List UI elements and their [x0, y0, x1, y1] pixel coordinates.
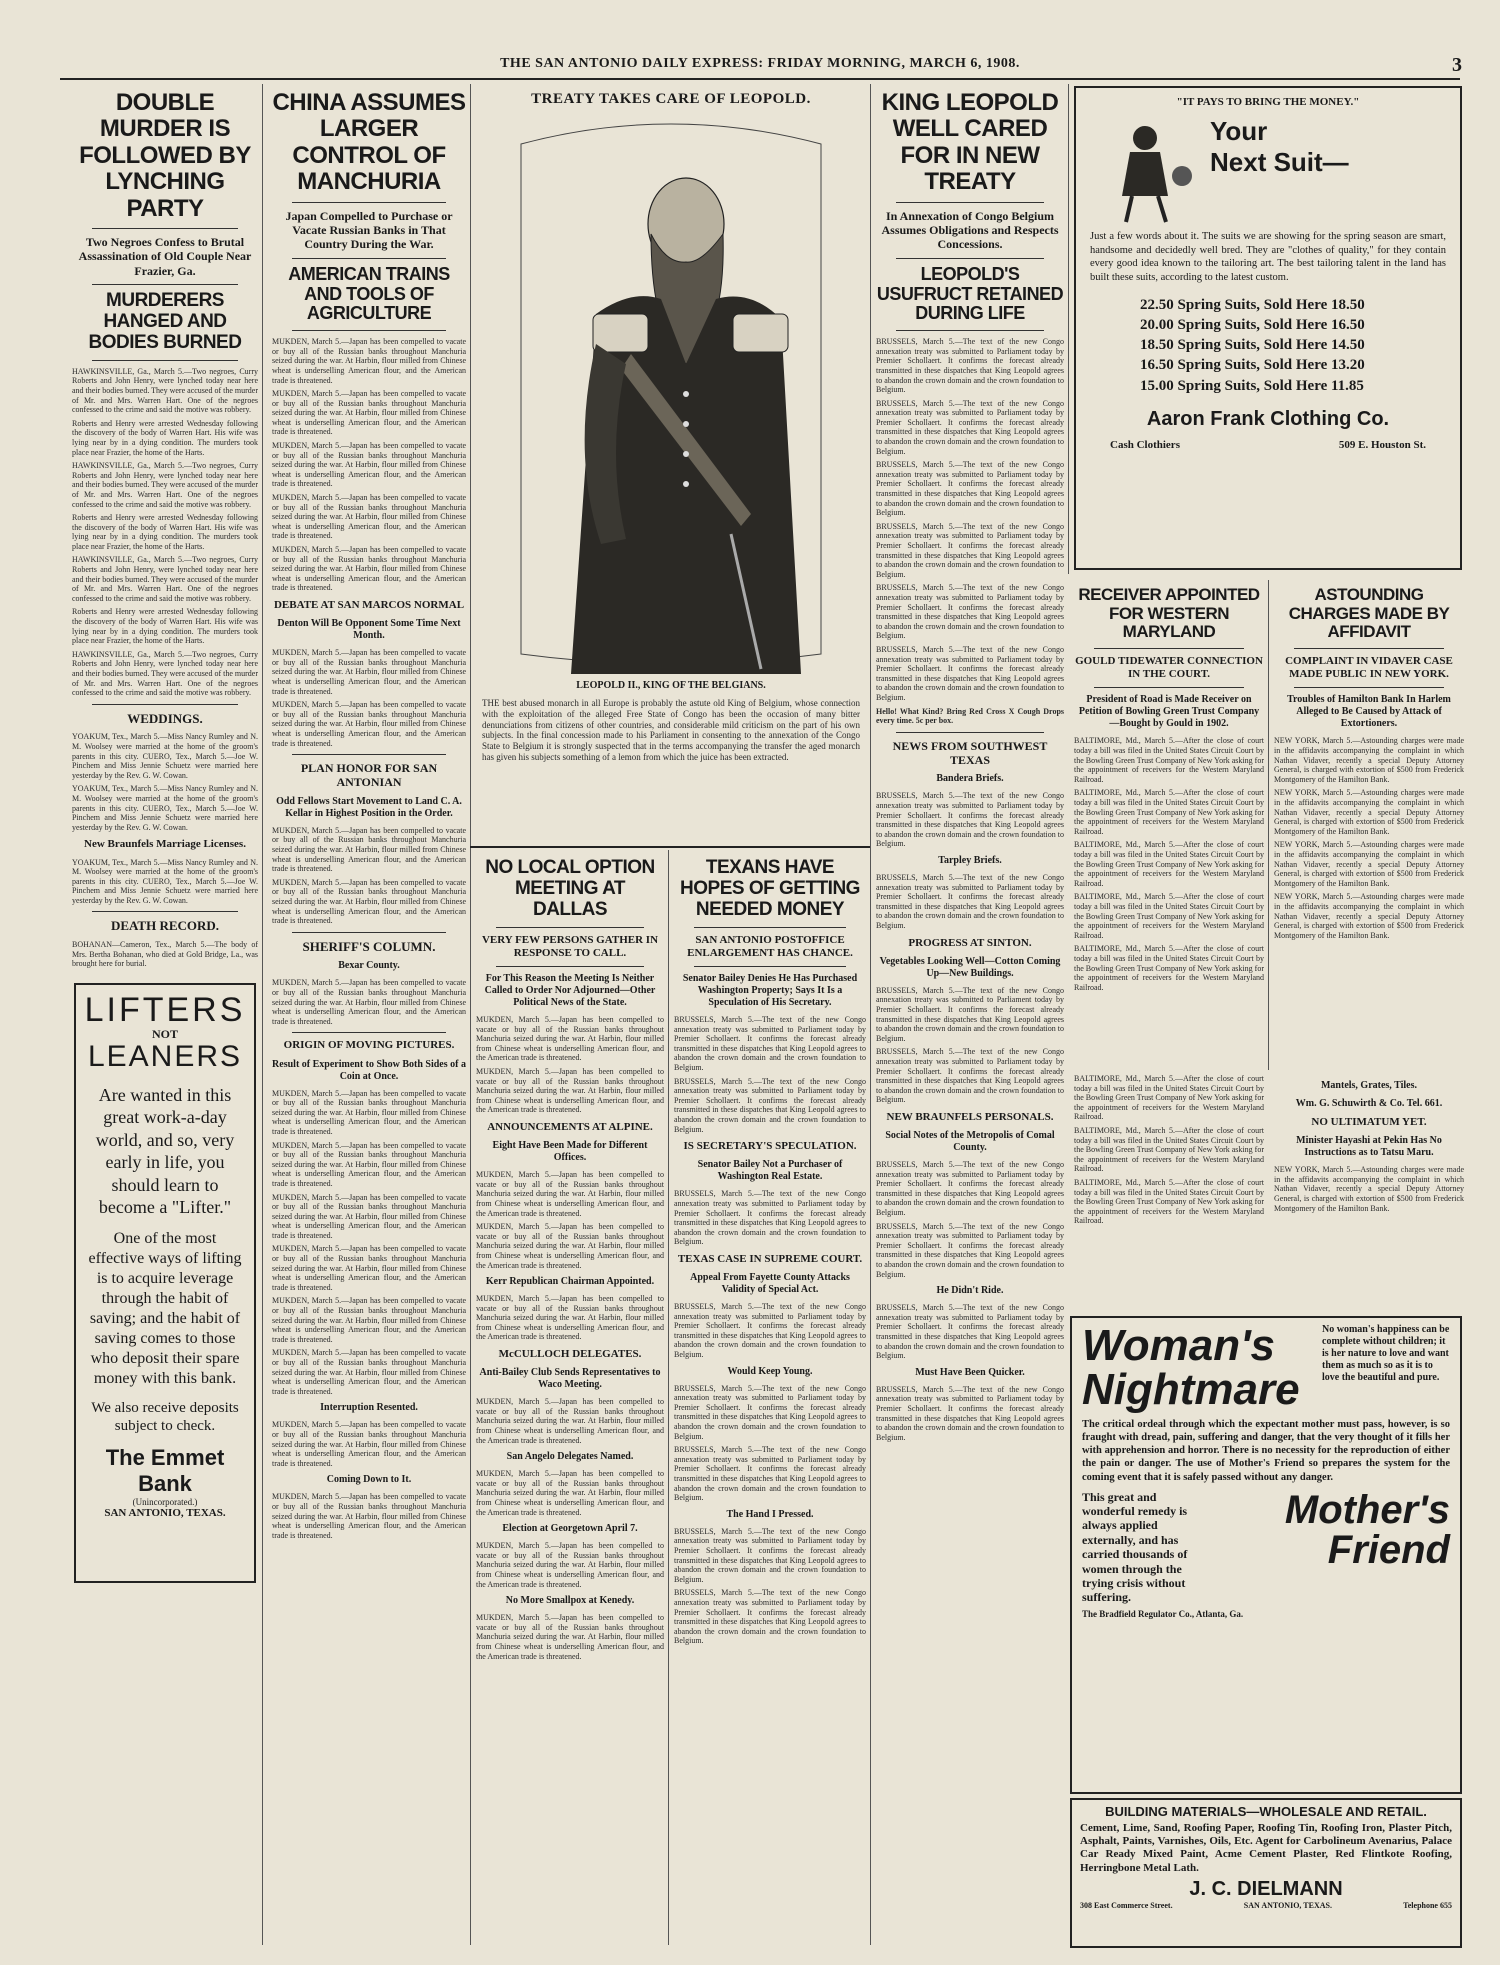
masthead: THE SAN ANTONIO DAILY EXPRESS: FRIDAY MORNING, MARCH 6, 1908. [500, 56, 1020, 71]
article-paragraph: MUKDEN, March 5.—Japan has been compelled to vacate or buy all of the Russian banks throughout Manchuria seized during the war. At Harbin, flour milled from Chinese wheat is underselling American flour, and the American trade is threatened. [272, 545, 466, 593]
ad-company: The Bradfield Regulator Co., Atlanta, Ga. [1082, 1608, 1244, 1619]
ad-store-name: Aaron Frank Clothing Co. [1146, 407, 1390, 430]
hello-notice: Hello! What Kind? Bring Red Cross X Cough Drops every time. 5c per box. [876, 706, 1064, 726]
article-paragraph: HAWKINSVILLE, Ga., March 5.—Two negroes, Curry Roberts and John Henry, were lynched today near here and their bodies burned. They were accused of the murder of Mr. and Mrs. Warren Hart. One of the negroes confessed to the crime and said the motive was robbery. [72, 366, 258, 415]
article-paragraph: BRUSSELS, March 5.—The text of the new Congo annexation treaty was submitted to Parliament today by Premier Schollaert. It confirms the forecast already transmitted in these dispatches that King Leopold agrees to abandon the crown domain and the crown foundation to Belgium. [876, 1221, 1064, 1279]
subhead-comal: Social Notes of the Metropolis of Comal County. [885, 1130, 1055, 1154]
article-paragraph: Roberts and Henry were arrested Wednesday following the discovery of the body of Warren Hart. His wife was lying near by in a dying condition. The murders took place near Frazier, the home of the Harts. [72, 607, 258, 646]
headline-treaty: TREATY TAKES CARE OF LEOPOLD. [531, 91, 811, 107]
column-rule [470, 84, 471, 1945]
article-paragraph: MUKDEN, March 5.—Japan has been compelled to vacate or buy all of the Russian banks throughout Manchuria seized during the war. At Harbin, flour milled from Chinese wheat is underselling American flour, and the American trade is threatened. [272, 1420, 466, 1468]
ad-title-your: Your [1210, 116, 1268, 146]
price-list [1090, 295, 1446, 396]
ad-mothers: Mother's [1284, 1487, 1450, 1532]
ad-title-suit: Next Suit— [1210, 147, 1349, 177]
article-paragraph: MUKDEN, March 5.—Japan has been compelled to vacate or buy all of the Russian banks throughout Manchuria seized during the war. At Harbin, flour milled from Chinese wheat is underselling American flour, and the American trade is threatened. [272, 389, 466, 437]
ad-building-heading: BUILDING MATERIALS—WHOLESALE AND RETAIL. [1105, 1804, 1427, 1819]
article-paragraph: NEW YORK, March 5.—Astounding charges were made in the affidavits accompanying the complaint in which Nathan Vidaver, recently a special Deputy Attorney General, is charged with extortion of $500 from Frederick Montgomery of the Hamilton Bank. [1274, 892, 1464, 940]
article-paragraph: MUKDEN, March 5.—Japan has been compelled to vacate or buy all of the Russian banks throughout Manchuria seized during the war. At Harbin, flour milled from Chinese wheat is underselling American flour, and the American trade is threatened. [476, 1170, 664, 1218]
article-paragraph: BRUSSELS, March 5.—The text of the new Congo annexation treaty was submitted to Parliament today by Premier Schollaert. It confirms the forecast already transmitted in these dispatches that King Leopold agrees to abandon the crown domain and the crown foundation to Belgium. [876, 521, 1064, 579]
ad-text: Are wanted in this great work-a-day world, and so, very early in life, you should learn to become a "Lifter." [95, 1084, 235, 1218]
portrait-illustration [501, 114, 841, 674]
subhead-mcculloch: Anti-Bailey Club Sends Representatives to Waco Meeting. [479, 1367, 661, 1391]
column-5 [674, 852, 866, 1942]
column-rule [870, 84, 871, 1945]
column-6 [876, 84, 1064, 1954]
emmet-bank-ad [74, 983, 256, 1583]
article-paragraph: MUKDEN, March 5.—Japan has been compelled to vacate or buy all of the Russian banks throughout Manchuria seized during the war. At Harbin, flour milled from Chinese wheat is underselling American flour, and the American trade is threatened. [476, 1067, 664, 1115]
article-paragraph: BRUSSELS, March 5.—The text of the new Congo annexation treaty was submitted to Parliament today by Premier Schollaert. It confirms the forecast already transmitted in these dispatches that King Leopold agrees to abandon the crown domain and the crown foundation to Belgium. [674, 1189, 866, 1247]
subhead-speculation: Senator Bailey Not a Purchaser of Washington Real Estate. [697, 1159, 843, 1183]
heading-moving-pictures: ORIGIN OF MOVING PICTURES. [283, 1039, 455, 1052]
ad-side-text: No woman's happiness can be complete without children; it is her nature to love and want them as much so as it is to love the beautiful and pure. [1322, 1324, 1450, 1383]
column-rule [262, 84, 263, 1945]
heading-coming-down: Coming Down to It. [326, 1474, 412, 1486]
article-paragraph: MUKDEN, March 5.—Japan has been compelled to vacate or buy all of the Russian banks throughout Manchuria seized during the war. At Harbin, flour milled from Chinese wheat is underselling American flour, and the American trade is threatened. [272, 441, 466, 489]
subhead-fayette: Appeal From Fayette County Attacks Validity of Special Act. [690, 1272, 850, 1296]
subhead-negroes-confess: Two Negroes Confess to Brutal Assassination of Old Couple Near Frazier, Ga. [78, 234, 252, 278]
column-rule [1068, 84, 1069, 574]
price-line: 20.00 Spring Suits, Sold Here 16.50 [1140, 316, 1365, 333]
article-paragraph: HAWKINSVILLE, Ga., March 5.—Two negroes, Curry Roberts and John Henry, were lynched today near here and their bodies burned. They were accused of the murder of Mr. and Mrs. Warren Hart. One of the negroes confessed to the crime and said the motive was robbery. [72, 555, 258, 603]
ad-cash-clothiers: Cash Clothiers [1110, 438, 1180, 451]
article-paragraph: BALTIMORE, Md., March 5.—After the close of court today a bill was filed in the United States Circuit Court by the Bowling Green Trust Company of New York asking for the appointment of receivers for the Western Maryland Railroad. [1074, 1177, 1264, 1226]
headline-texans-hopes: TEXANS HAVE HOPES OF GETTING NEEDED MONEY [680, 857, 860, 920]
heading-speculation: IS SECRETARY'S SPECULATION. [683, 1140, 857, 1153]
heading-quicker: Must Have Been Quicker. [915, 1366, 1025, 1378]
article-paragraph: HAWKINSVILLE, Ga., March 5.—Two negroes, Curry Roberts and John Henry, were lynched today near here and their bodies burned. They were accused of the murder of Mr. and Mrs. Warren Hart. One of the negroes confessed to the crime and said the motive was robbery. [72, 649, 258, 698]
ad-text: One of the most effective ways of lifting is to acquire leverage through the habit of saving; and the habit of saving comes to those who deposit their spare money with this bank. [88, 1229, 242, 1387]
heading-san-angelo: San Angelo Delegates Named. [506, 1451, 634, 1463]
ad-address: 509 E. Houston St. [1338, 438, 1426, 451]
article-paragraph: MUKDEN, March 5.—Japan has been compelled to vacate or buy all of the Russian banks throughout Manchuria seized during the war. At Harbin, flour milled from Chinese wheat is underselling American flour, and the American trade is threatened. [476, 1294, 664, 1342]
subhead-debate: Denton Will Be Opponent Some Time Next Month. [277, 618, 461, 642]
headline-american-trains: AMERICAN TRAINS AND TOOLS OF AGRICULTURE [288, 263, 450, 324]
article-paragraph: BRUSSELS, March 5.—The text of the new Congo annexation treaty was submitted to Parliament today by Premier Schollaert. It confirms the forecast already transmitted in these dispatches that King Leopold agrees to abandon the crown domain and the crown foundation to Belgium. [674, 1383, 866, 1441]
subhead-alpine: Eight Have Been Made for Different Offices. [492, 1140, 648, 1164]
article-paragraph: BRUSSELS, March 5.—The text of the new Congo annexation treaty was submitted to Parliament today by Premier Schollaert. It confirms the forecast already transmitted in these dispatches that King Leopold agrees to abandon the crown domain and the crown foundation to Belgium. [674, 1526, 866, 1584]
article-paragraph: MUKDEN, March 5.—Japan has been compelled to vacate or buy all of the Russian banks throughout Manchuria seized during the war. At Harbin, flour milled from Chinese wheat is underselling American flour, and the American trade is threatened. [476, 1541, 664, 1589]
article-paragraph: MUKDEN, March 5.—Japan has been compelled to vacate or buy all of the Russian banks throughout Manchuria seized during the war. At Harbin, flour milled from Chinese wheat is underselling American flour, and the American trade is threatened. [476, 1015, 664, 1063]
heading-interruption: Interruption Resented. [320, 1402, 418, 1414]
article-paragraph: MUKDEN, March 5.—Japan has been compelled to vacate or buy all of the Russian banks throughout Manchuria seized during the war. At Harbin, flour milled from Chinese wheat is underselling American flour, and the American trade is threatened. [272, 1140, 466, 1188]
subhead-few-persons: VERY FEW PERSONS GATHER IN RESPONSE TO CALL. [481, 933, 659, 959]
ad-description: Just a few words about it. The suits we are showing for the spring season are smart, handsome and decidedly well bred. They are "clothes of quality," for they contain every good idea known to the tailoring art. The best tailoring talent in the land has built these suits, according to the latest custom. [1090, 231, 1446, 283]
heading-plan-honor: PLAN HONOR FOR SAN ANTONIAN [300, 761, 438, 790]
headline-astounding: ASTOUNDING CHARGES MADE BY AFFIDAVIT [1288, 585, 1450, 642]
article-paragraph: MUKDEN, March 5.—Japan has been compelled to vacate or buy all of the Russian banks throughout Manchuria seized during the war. At Harbin, flour milled from Chinese wheat is underselling American flour, and the American trade is threatened. [272, 1088, 466, 1136]
subhead-bailey: Senator Bailey Denies He Has Purchased Washington Property; Says It Is a Speculation of His Secretary. [682, 973, 858, 1009]
article-paragraph: MUKDEN, March 5.—Japan has been compelled to vacate or buy all of the Russian banks throughout Manchuria seized during the war. At Harbin, flour milled from Chinese wheat is underselling American flour, and the American trade is threatened. [272, 1296, 466, 1344]
portrait-caption: LEOPOLD II., KING OF THE BELGIANS. [576, 680, 766, 691]
ad-slogan: "IT PAYS TO BRING THE MONEY." [1176, 96, 1360, 108]
article-paragraph: Roberts and Henry were arrested Wednesday following the discovery of the body of Warren Hart. His wife was lying near by in a dying condition. The murders took place near Frazier, the home of the Harts. [72, 513, 258, 551]
heading-didnt-ride: He Didn't Ride. [936, 1285, 1004, 1297]
heading-tarpley: Tarpley Briefs. [938, 855, 1002, 867]
article-paragraph: HAWKINSVILLE, Ga., March 5.—Two negroes, Curry Roberts and John Henry, were lynched today near here and their bodies burned. They were accused of the murder of Mr. and Mrs. Warren Hart. One of the negroes confessed to the crime and said the motive was robbery. [72, 461, 258, 509]
ad-city: SAN ANTONIO, TEXAS. [104, 1506, 226, 1519]
article-paragraph: MUKDEN, March 5.—Japan has been compelled to vacate or buy all of the Russian banks throughout Manchuria seized during the war. At Harbin, flour milled from Chinese wheat is underselling American flour, and the American trade is threatened. [272, 877, 466, 926]
article-paragraph: MUKDEN, March 5.—Japan has been compelled to vacate or buy all of the Russian banks throughout Manchuria seized during the war. At Harbin, flour milled from Chinese wheat is underselling American flour, and the American trade is threatened. [272, 1244, 466, 1292]
article-paragraph: BRUSSELS, March 5.—The text of the new Congo annexation treaty was submitted to Parliament today by Premier Schollaert. It confirms the forecast already transmitted in these dispatches that King Leopold agrees to abandon the crown domain and the crown foundation to Belgium. [674, 1015, 866, 1073]
figure-illustration [1090, 116, 1200, 226]
article-paragraph: YOAKUM, Tex., March 5.—Miss Nancy Rumley and N. M. Woolsey were married at the home of the groom's parents in this city. CUERO, Tex., March 5.—Joe W. Pinchem and Miss Jennie Schuetz were married here yesterday by the Rev. G. W. Cowan. [72, 784, 258, 832]
article-paragraph: BRUSSELS, March 5.—The text of the new Congo annexation treaty was submitted to Parliament today by Premier Schollaert. It confirms the forecast already transmitted in these dispatches that King Leopold agrees to abandon the crown domain and the crown foundation to Belgium. [876, 337, 1064, 395]
heading-georgetown: Election at Georgetown April 7. [502, 1523, 638, 1535]
heading-mcculloch: McCULLOCH DELEGATES. [498, 1348, 642, 1361]
ad-bank-name: The Emmet Bank [105, 1444, 225, 1496]
heading-mantels: Mantels, Grates, Tiles. [1320, 1080, 1417, 1091]
ad-lifters: LIFTERS [84, 990, 246, 1029]
ad-body: The critical ordeal through which the expectant mother must pass, however, is so fraught with dread, pain, suffering and danger, that the very thought of it fills her with apprehension and horror. There is no necessity for the reproduction of either the pain or danger. The use of Mother's Friend so prepares the system for the coming event that it is safely passed without any danger. [1082, 1419, 1450, 1483]
article-paragraph: MUKDEN, March 5.—Japan has been compelled to vacate or buy all of the Russian banks throughout Manchuria seized during the war. At Harbin, flour milled from Chinese wheat is underselling American flour, and the American trade is threatened. [272, 648, 466, 696]
subhead-odd-fellows: Odd Fellows Start Movement to Land C. A. Kellar in Highest Position in the Order. [276, 795, 462, 819]
ad-friend: Friend [1327, 1527, 1450, 1572]
article-paragraph: MUKDEN, March 5.—Japan has been compelled to vacate or buy all of the Russian banks throughout Manchuria seized during the war. At Harbin, flour milled from Chinese wheat is underselling American flour, and the American trade is threatened. [476, 1222, 664, 1270]
column-rule [1268, 580, 1269, 1070]
article-paragraph: MUKDEN, March 5.—Japan has been compelled to vacate or buy all of the Russian banks throughout Manchuria seized during the war. At Harbin, flour milled from Chinese wheat is underselling American flour, and the American trade is threatened. [272, 493, 466, 541]
mothers-friend-ad [1070, 1316, 1462, 1794]
page-number: 3 [1452, 54, 1462, 76]
ad-building-text: Cement, Lime, Sand, Roofing Paper, Roofing Tin, Roofing Iron, Plaster Pitch, Asphalt, Paints, Varnishes, Oils, Etc. Agent for Carbolineum Avenarius, Palace Car Ready Mixed Paint, Acme Cement Plaster, Red Flintkote Roofing, Herringbone Metal Lath. [1080, 1822, 1452, 1874]
article-paragraph: BRUSSELS, March 5.—The text of the new Congo annexation treaty was submitted to Parliament today by Premier Schollaert. It confirms the forecast already transmitted in these dispatches that King Leopold agrees to abandon the crown domain and the crown foundation to Belgium. [876, 985, 1064, 1043]
article-paragraph: BALTIMORE, Md., March 5.—After the close of court today a bill was filed in the United States Circuit Court by the Bowling Green Trust Company of New York asking for the appointment of receivers for the Western Maryland Railroad. [1074, 1074, 1264, 1122]
article-paragraph: BOHANAN—Cameron, Tex., March 5.—The body of Mrs. Bertha Bohanan, who died at Gold Bridge, La., was brought here for burial. [72, 940, 258, 969]
article-paragraph: MUKDEN, March 5.—Japan has been compelled to vacate or buy all of the Russian banks throughout Manchuria seized during the war. At Harbin, flour milled from Chinese wheat is underselling American flour, and the American trade is threatened. [476, 1397, 664, 1445]
article-paragraph: BRUSSELS, March 5.—The text of the new Congo annexation treaty was submitted to Parliament today by Premier Schollaert. It confirms the forecast already transmitted in these dispatches that King Leopold agrees to abandon the crown domain and the crown foundation to Belgium. [674, 1076, 866, 1134]
subhead-vidaver: COMPLAINT IN VIDAVER CASE MADE PUBLIC IN NEW YORK. [1285, 655, 1453, 681]
heading-supreme-court: TEXAS CASE IN SUPREME COURT. [677, 1252, 863, 1265]
heading-hand-pressed: The Hand I Pressed. [726, 1508, 814, 1520]
ad-dielmann: J. C. DIELMANN [1189, 1877, 1343, 1900]
heading-keep-young: Would Keep Young. [727, 1365, 813, 1377]
subhead-hayashi: Minister Hayashi at Pekin Has No Instructions as to Tatsu Maru. [1296, 1135, 1442, 1159]
article-paragraph: BALTIMORE, Md., March 5.—After the close of court today a bill was filed in the United States Circuit Court by the Bowling Green Trust Company of New York asking for the appointment of receivers for the Western Maryland Railroad. [1074, 892, 1264, 940]
ad-remedy: This great and wonderful remedy is always applied externally, and has carried thousands of women through the trying crisis without suffering. [1082, 1489, 1188, 1605]
article-paragraph: NEW YORK, March 5.—Astounding charges were made in the affidavits accompanying the complaint in which Nathan Vidaver, recently a special Deputy Attorney General, is charged with extortion of $500 from Frederick Montgomery of the Hamilton Bank. [1274, 736, 1464, 784]
masthead-rule [60, 78, 1460, 80]
article-paragraph: BALTIMORE, Md., March 5.—After the close of court today a bill was filed in the United States Circuit Court by the Bowling Green Trust Company of New York asking for the appointment of receivers for the Western Maryland Railroad. [1074, 840, 1264, 888]
article-paragraph: MUKDEN, March 5.—Japan has been compelled to vacate or buy all of the Russian banks throughout Manchuria seized during the war. At Harbin, flour milled from Chinese wheat is underselling American flour, and the American trade is threatened. [272, 1492, 466, 1540]
heading-bandera: Bandera Briefs. [936, 773, 1004, 785]
ad-not: NOT [151, 1026, 178, 1041]
article-paragraph: BRUSSELS, March 5.—The text of the new Congo annexation treaty was submitted to Parliament today by Premier Schollaert. It confirms the forecast already transmitted in these dispatches that King Leopold agrees to abandon the crown domain and the crown foundation to Belgium. [674, 1588, 866, 1646]
subhead-japan: Japan Compelled to Purchase or Vacate Russian Banks in That Country During the War. [285, 208, 453, 252]
article-paragraph: BRUSSELS, March 5.—The text of the new Congo annexation treaty was submitted to Parliament today by Premier Schollaert. It confirms the forecast already transmitted in these dispatches that King Leopold agrees to abandon the crown domain and the crown foundation to Belgium. [876, 1160, 1064, 1218]
heading-weddings: WEDDINGS. [127, 710, 203, 726]
price-line: 22.50 Spring Suits, Sold Here 18.50 [1140, 296, 1365, 313]
column-1 [72, 84, 258, 1954]
section-rule [470, 846, 870, 848]
article-paragraph: MUKDEN, March 5.—Japan has been compelled to vacate or buy all of the Russian banks throughout Manchuria seized during the war. At Harbin, flour milled from Chinese wheat is underselling American flour, and the American trade is threatened. [272, 337, 466, 385]
article-paragraph: NEW YORK, March 5.—Astounding charges were made in the affidavits accompanying the complaint in which Nathan Vidaver, recently a special Deputy Attorney General, is charged with extortion of $500 from Frederick Montgomery of the Hamilton Bank. [1274, 1165, 1464, 1213]
headline-king-leopold: KING LEOPOLD WELL CARED FOR IN NEW TREATY [881, 89, 1059, 196]
article-paragraph: BRUSSELS, March 5.—The text of the new Congo annexation treaty was submitted to Parliament today by Premier Schollaert. It confirms the forecast already transmitted in these dispatches that King Leopold agrees to abandon the crown domain and the crown foundation to Belgium. [674, 1302, 866, 1360]
column-rule [668, 850, 669, 1945]
article-paragraph: MUKDEN, March 5.—Japan has been compelled to vacate or buy all of the Russian banks throughout Manchuria seized during the war. At Harbin, flour milled from Chinese wheat is underselling American flour, and the American trade is threatened. [272, 1192, 466, 1240]
ad-building-city: SAN ANTONIO, TEXAS. [1243, 1900, 1332, 1910]
article-paragraph: BRUSSELS, March 5.—The text of the new Congo annexation treaty was submitted to Parliament today by Premier Schollaert. It confirms the forecast already transmitted in these dispatches that King Leopold agrees to abandon the crown domain and the crown foundation to Belgium. [876, 1303, 1064, 1361]
ad-nightmare: Nightmare [1082, 1365, 1300, 1414]
headline-usufruct: LEOPOLD'S USUFRUCT RETAINED DURING LIFE [876, 263, 1064, 324]
article-paragraph: MUKDEN, March 5.—Japan has been compelled to vacate or buy all of the Russian banks throughout Manchuria seized during the war. At Harbin, flour milled from Chinese wheat is underselling American flour, and the American trade is threatened. [272, 700, 466, 748]
article-paragraph: MUKDEN, March 5.—Japan has been compelled to vacate or buy all of the Russian banks throughout Manchuria seized during the war. At Harbin, flour milled from Chinese wheat is underselling American flour, and the American trade is threatened. [476, 1469, 664, 1517]
ad-leaners: LEANERS [87, 1039, 243, 1073]
article-paragraph: BRUSSELS, March 5.—The text of the new Congo annexation treaty was submitted to Parliament today by Premier Schollaert. It confirms the forecast already transmitted in these dispatches that King Leopold agrees to abandon the crown domain and the crown foundation to Belgium. [876, 791, 1064, 849]
column-8 [1274, 580, 1464, 1070]
subhead-hamilton: Troubles of Hamilton Bank In Harlem Alleged to Be Caused by Attack of Extortioners. [1287, 694, 1451, 730]
headline-double-murder: DOUBLE MURDER IS FOLLOWED BY LYNCHING PARTY [79, 89, 251, 222]
article-paragraph: YOAKUM, Tex., March 5.—Miss Nancy Rumley and N. M. Woolsey were married at the home of the groom's parents in this city. CUERO, Tex., March 5.—Joe W. Pinchem and Miss Jennie Schuetz were married here yesterday by the Rev. G. W. Cowan. [72, 732, 258, 780]
heading-ultimatum: NO ULTIMATUM YET. [1311, 1116, 1427, 1128]
heading-smallpox: No More Smallpox at Kenedy. [505, 1595, 635, 1607]
article-paragraph: BALTIMORE, Md., March 5.—After the close of court today a bill was filed in the United States Circuit Court by the Bowling Green Trust Company of New York asking for the appointment of receivers for the Western Maryland Railroad. [1074, 944, 1264, 992]
heading-sheriff: SHERIFF'S COLUMN. [302, 938, 436, 954]
subhead-gould: GOULD TIDEWATER CONNECTION IN THE COURT. [1075, 655, 1263, 681]
article-paragraph: MUKDEN, March 5.—Japan has been compelled to vacate or buy all of the Russian banks throughout Manchuria seized during the war. At Harbin, flour milled from Chinese wheat is underselling American flour, and the American trade is threatened. [272, 1348, 466, 1396]
column-7 [1074, 580, 1264, 1070]
article-paragraph: BRUSSELS, March 5.—The text of the new Congo annexation treaty was submitted to Parliament today by Premier Schollaert. It confirms the forecast already transmitted in these dispatches that King Leopold agrees to abandon the crown domain and the crown foundation to Belgium. [876, 644, 1064, 702]
subhead-bexar: Bexar County. [338, 960, 400, 972]
article-paragraph: MUKDEN, March 5.—Japan has been compelled to vacate or buy all of the Russian banks throughout Manchuria seized during the war. At Harbin, flour milled from Chinese wheat is underselling American flour, and the American trade is threatened. [476, 1613, 664, 1661]
mantels-company: Wm. G. Schuwirth & Co. Tel. 661. [1295, 1098, 1443, 1109]
heading-southwest-texas: NEWS FROM SOUTHWEST TEXAS [892, 738, 1048, 768]
column-2 [272, 84, 466, 1954]
heading-death-record: DEATH RECORD. [110, 918, 220, 934]
aaron-frank-ad [1074, 86, 1462, 570]
column-4 [476, 852, 664, 1942]
subhead-meeting: For This Reason the Meeting Is Neither Called to Order Nor Adjourned—Other Political News of the State. [484, 973, 656, 1009]
heading-debate: DEBATE AT SAN MARCOS NORMAL [273, 598, 465, 611]
price-line: 15.00 Spring Suits, Sold Here 11.85 [1140, 377, 1364, 394]
article-paragraph: BALTIMORE, Md., March 5.—After the close of court today a bill was filed in the United States Circuit Court by the Bowling Green Trust Company of New York asking for the appointment of receivers for the Western Maryland Railroad. [1074, 736, 1264, 784]
ad-womans: Woman's [1082, 1321, 1276, 1370]
article-paragraph: NEW YORK, March 5.—Astounding charges were made in the affidavits accompanying the complaint in which Nathan Vidaver, recently a special Deputy Attorney General, is charged with extortion of $500 from Frederick Montgomery of the Hamilton Bank. [1274, 840, 1464, 888]
column-8-lower [1274, 1074, 1464, 1314]
leopold-portrait [501, 114, 841, 674]
headline-local-option: NO LOCAL OPTION MEETING AT DALLAS [485, 857, 655, 920]
ad-telephone: Telephone 655 [1403, 1900, 1452, 1910]
subhead-president: President of Road is Made Receiver on Petition of Bowling Green Trust Company—Bought by Gould in 1902. [1078, 694, 1260, 730]
leopold-feature [476, 84, 866, 844]
article-paragraph: BRUSSELS, March 5.—The text of the new Congo annexation treaty was submitted to Parliament today by Premier Schollaert. It confirms the forecast already transmitted in these dispatches that King Leopold agrees to abandon the crown domain and the crown foundation to Belgium. [876, 460, 1064, 518]
subhead-annexation: In Annexation of Congo Belgium Assumes Obligations and Respects Concessions. [881, 208, 1059, 252]
column-7-lower [1074, 1074, 1264, 1314]
heading-alpine: ANNOUNCEMENTS AT ALPINE. [487, 1120, 653, 1133]
article-paragraph: BRUSSELS, March 5.—The text of the new Congo annexation treaty was submitted to Parliament today by Premier Schollaert. It confirms the forecast already transmitted in these dispatches that King Leopold agrees to abandon the crown domain and the crown foundation to Belgium. [876, 1384, 1064, 1442]
price-line: 18.50 Spring Suits, Sold Here 14.50 [1140, 337, 1365, 354]
headline-china: CHINA ASSUMES LARGER CONTROL OF MANCHURIA [272, 89, 466, 196]
price-line: 16.50 Spring Suits, Sold Here 13.20 [1140, 357, 1365, 374]
article-paragraph: BRUSSELS, March 5.—The text of the new Congo annexation treaty was submitted to Parliament today by Premier Schollaert. It confirms the forecast already transmitted in these dispatches that King Leopold agrees to abandon the crown domain and the crown foundation to Belgium. [876, 873, 1064, 930]
article-paragraph: BRUSSELS, March 5.—The text of the new Congo annexation treaty was submitted to Parliament today by Premier Schollaert. It confirms the forecast already transmitted in these dispatches that King Leopold agrees to abandon the crown domain and the crown foundation to Belgium. [674, 1445, 866, 1503]
article-paragraph: MUKDEN, March 5.—Japan has been compelled to vacate or buy all of the Russian banks throughout Manchuria seized during the war. At Harbin, flour milled from Chinese wheat is underselling American flour, and the American trade is threatened. [272, 978, 466, 1026]
article-paragraph: YOAKUM, Tex., March 5.—Miss Nancy Rumley and N. M. Woolsey were married at the home of the groom's parents in this city. CUERO, Tex., March 5.—Joe W. Pinchem and Miss Jennie Schuetz were married here yesterday by the Rev. G. W. Cowan. [72, 857, 258, 905]
heading-sinton: PROGRESS AT SINTON. [908, 936, 1032, 949]
article-paragraph: BRUSSELS, March 5.—The text of the new Congo annexation treaty was submitted to Parliament today by Premier Schollaert. It confirms the forecast already transmitted in these dispatches that King Leopold agrees to abandon the crown domain and the crown foundation to Belgium. [876, 583, 1064, 641]
subhead-coin: Result of Experiment to Show Both Sides of a Coin at Once. [272, 1058, 466, 1082]
feature-text: THE best abused monarch in all Europe is probably the astute old King of Belgium, whose connection with the exploitation of the alleged Free State of Congo has been the occasion of many bitter denunciations from citizens of other countries, and considerable mild criticism on the part of his own subjects. In the final concession made to his Parliament in consenting to the annexation of the Congo State to Belgium it is strongly suspected that in the terms accompanying the transfer the aged monarch has given his subjects something of a lemon from which the juice has been extracted. [482, 698, 860, 762]
headline-murderers-hanged: MURDERERS HANGED AND BODIES BURNED [88, 290, 242, 353]
subhead-postoffice: SAN ANTONIO POSTOFFICE ENLARGEMENT HAS CHANCE. [687, 933, 853, 959]
heading-kerr: Kerr Republican Chairman Appointed. [485, 1276, 655, 1288]
article-paragraph: Roberts and Henry were arrested Wednesday following the discovery of the body of Warren Hart. His wife was lying near by in a dying condition. The murders took place near Frazier, the home of the Harts. [72, 418, 258, 457]
ad-text: We also receive deposits subject to check. [91, 1399, 239, 1434]
article-paragraph: MUKDEN, March 5.—Japan has been compelled to vacate or buy all of the Russian banks throughout Manchuria seized during the war. At Harbin, flour milled from Chinese wheat is underselling American flour, and the American trade is threatened. [272, 825, 466, 874]
heading-licenses: New Braunfels Marriage Licenses. [84, 838, 246, 851]
ad-unincorporated: (Unincorporated.) [132, 1496, 198, 1507]
article-paragraph: BRUSSELS, March 5.—The text of the new Congo annexation treaty was submitted to Parliament today by Premier Schollaert. It confirms the forecast already transmitted in these dispatches that King Leopold agrees to abandon the crown domain and the crown foundation to Belgium. [876, 398, 1064, 456]
article-paragraph: BALTIMORE, Md., March 5.—After the close of court today a bill was filed in the United States Circuit Court by the Bowling Green Trust Company of New York asking for the appointment of receivers for the Western Maryland Railroad. [1074, 1125, 1264, 1174]
subhead-sinton: Vegetables Looking Well—Cotton Coming Up—New Buildings. [879, 955, 1061, 979]
article-paragraph: BALTIMORE, Md., March 5.—After the close of court today a bill was filed in the United States Circuit Court by the Bowling Green Trust Company of New York asking for the appointment of receivers for the Western Maryland Railroad. [1074, 788, 1264, 836]
dielmann-ad [1070, 1798, 1462, 1948]
headline-receiver: RECEIVER APPOINTED FOR WESTERN MARYLAND [1078, 585, 1260, 642]
article-paragraph: BRUSSELS, March 5.—The text of the new Congo annexation treaty was submitted to Parliament today by Premier Schollaert. It confirms the forecast already transmitted in these dispatches that King Leopold agrees to abandon the crown domain and the crown foundation to Belgium. [876, 1047, 1064, 1105]
heading-new-braunfels: NEW BRAUNFELS PERSONALS. [886, 1110, 1054, 1123]
article-paragraph: NEW YORK, March 5.—Astounding charges were made in the affidavits accompanying the complaint in which Nathan Vidaver, recently a special Deputy Attorney General, is charged with extortion of $500 from Frederick Montgomery of the Hamilton Bank. [1274, 788, 1464, 836]
ad-street: 308 East Commerce Street. [1080, 1900, 1173, 1910]
